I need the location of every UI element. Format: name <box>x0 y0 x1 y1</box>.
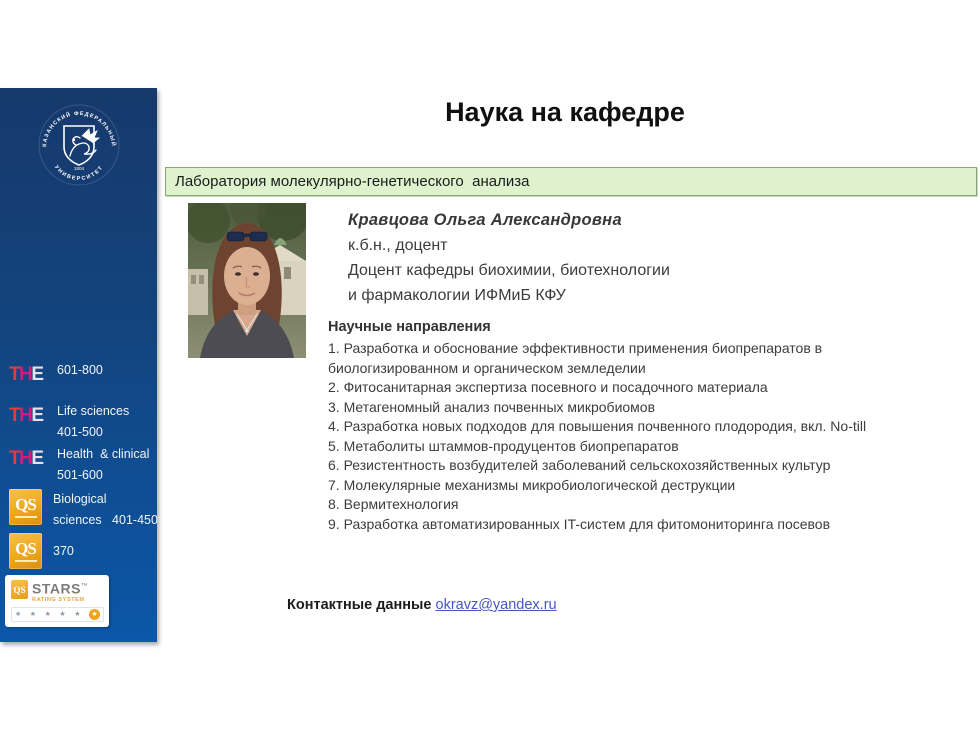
qs-stars-row <box>11 607 104 622</box>
ranking-the-health-clinical <box>9 444 149 486</box>
university-sidebar <box>0 88 157 642</box>
emblem-year: 1804 <box>73 166 84 171</box>
ranking-subject: Health & clinical <box>57 447 150 461</box>
qs-stars-title: STARS™ <box>32 580 89 597</box>
research-direction-item: 4. Разработка новых подходов для повышения почвенного плодородия, вкл. No-till <box>328 418 867 434</box>
kfu-university-emblem-icon <box>38 104 120 186</box>
star-icon: ★ <box>44 611 51 619</box>
qs-stars-subtitle: RATING SYSTEM <box>32 596 85 603</box>
ranking-value: 501-600 <box>57 468 103 482</box>
research-direction-item: 2. Фитосанитарная экспертиза посевного и посадочного материала <box>328 379 768 395</box>
the-logo-icon: THE <box>9 405 43 426</box>
research-direction-item: 3. Метагеномный анализ почвенных микробиомов <box>328 398 656 415</box>
page-title: Наука на кафедре <box>445 97 685 127</box>
research-directions <box>328 319 880 534</box>
ranking-value: sciences 401-450 <box>53 513 158 527</box>
research-directions-heading: Научные направления <box>328 319 491 335</box>
qs-stars-rating-badge <box>5 575 109 627</box>
research-direction-item: 5. Метаболиты штаммов-продуцентов биопрепаратов <box>328 437 679 454</box>
person-degree: к.б.н., доцент <box>348 237 448 254</box>
ranking-the-life-sciences <box>9 401 129 443</box>
research-direction-item: 1. Разработка и обоснование эффективности применения биопрепаратов в биологизированном и органическом земледелии <box>328 340 823 376</box>
ranking-qs-overall <box>9 533 74 569</box>
the-logo-icon: THE <box>9 364 43 385</box>
laboratory-banner <box>165 167 977 196</box>
ranking-value: 401-500 <box>57 425 103 439</box>
the-logo-icon: THE <box>9 448 43 469</box>
person-position-line2: и фармакологии ИФМиБ КФУ <box>348 287 566 304</box>
ranking-subject: Life sciences <box>57 404 130 418</box>
ranking-the-overall <box>9 360 103 390</box>
laboratory-banner-text: Лаборатория молекулярно-генетического анализа <box>175 173 530 190</box>
star-icon: ★ <box>74 611 81 619</box>
gold-star-badge-icon: ★ <box>89 609 100 620</box>
research-direction-item: 8. Вермитехнология <box>328 496 459 512</box>
qs-logo-icon: QS <box>9 489 42 525</box>
emblem-ring-bottom-text: УНИВЕРСИТЕТ <box>52 164 105 183</box>
qs-logo-icon: QS <box>9 533 42 569</box>
ranking-value: 370 <box>53 543 74 558</box>
research-direction-item: 7. Молекулярные механизмы микробиологической деструкции <box>328 476 736 493</box>
research-direction-item: 9. Разработка автоматизированных IT-систем для фитомониторинга посевов <box>328 515 831 532</box>
email-link[interactable]: okravz@yandex.ru <box>435 597 557 613</box>
emblem-ring-top-text: КАЗАНСКИЙ ФЕДЕРАЛЬНЫЙ <box>41 110 116 148</box>
ranking-qs-biological-sciences <box>9 489 158 531</box>
star-icon: ★ <box>15 611 22 619</box>
ranking-value: 601-800 <box>57 363 103 377</box>
contact-label: Контактные данные <box>287 597 432 613</box>
profile-info <box>348 208 670 308</box>
person-name: Кравцова Ольга Александровна <box>348 211 622 229</box>
person-position-line1: Доцент кафедры биохимии, биотехнологии <box>348 262 670 279</box>
ranking-subject: Biological <box>53 492 107 506</box>
contact-info <box>287 597 557 613</box>
profile-photo <box>188 203 306 358</box>
star-icon: ★ <box>59 611 66 619</box>
qs-mini-logo-icon: QS <box>11 580 28 599</box>
research-direction-item: 6. Резистентность возбудителей заболеваний сельскохозяйственных культур <box>328 457 831 473</box>
star-icon: ★ <box>29 611 37 619</box>
